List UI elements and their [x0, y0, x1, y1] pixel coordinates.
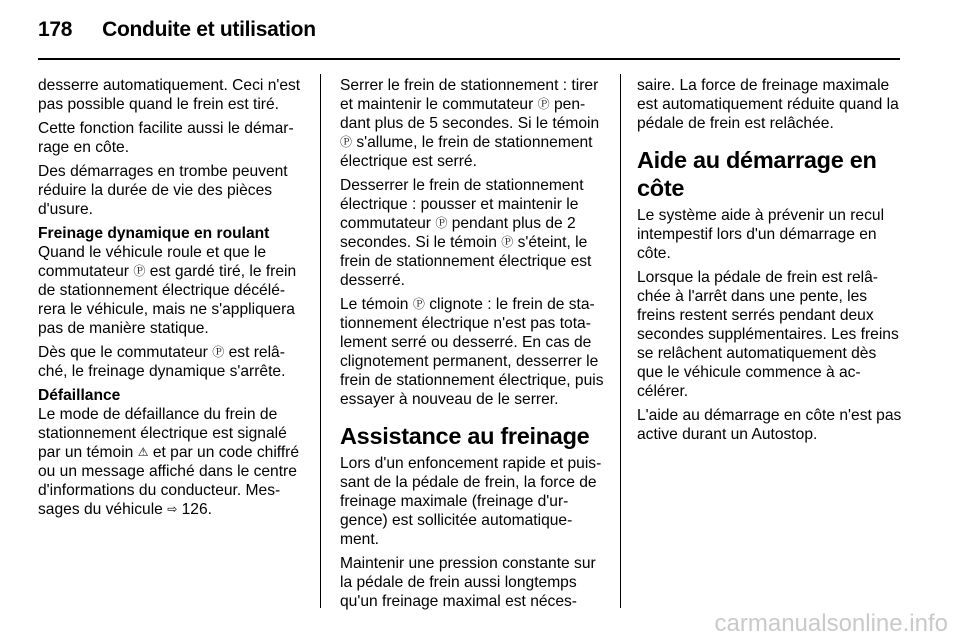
paragraph: Lors d'un enfoncement rapide et puis-sant de la pédale de frein, la force de freinage maximale (freinage d'ur-gence) est sollicitée automatique-ment. — [340, 455, 602, 548]
paragraph: Le mode de défaillance du frein de stationnement électrique est signalé par un témoin ⚠ et par un code chiffré ou un message affiché dans le centre d'informations du conducteur. Mes-sages du véhicule ⇨ 126. — [38, 406, 300, 518]
parking-brake-icon: Ⓟ — [501, 235, 514, 249]
paragraph: Dès que le commutateur Ⓟ est relâ-ché, le freinage dynamique s'arrête. — [38, 344, 286, 380]
parking-brake-icon: Ⓟ — [412, 297, 425, 311]
heading-hill-start-assist: Aide au démarrage en côte — [637, 147, 877, 201]
paragraph: saire. La force de freinage maximale est automatiquement réduite quand la pédale de frein est relâchée. — [637, 77, 899, 132]
parking-brake-icon: Ⓟ — [537, 97, 550, 111]
paragraph: Le système aide à prévenir un recul intempestif lors d'un démarrage en côte. — [637, 207, 885, 262]
section-title: Conduite et utilisation — [102, 18, 316, 41]
paragraph: Des démarrages en trombe peuvent réduire la durée de vie des pièces d'usure. — [38, 163, 288, 218]
paragraph: Le témoin Ⓟ clignote : le frein de sta-tionnement électrique n'est pas tota-lement serré ou desserré. En cas de clignotement permanent, desserrer le frein de stationnement électrique, puis essayer à nouveau de le serrer. — [340, 296, 604, 408]
paragraph: desserre automatiquement. Ceci n'est pas possible quand le frein est tiré. — [38, 77, 301, 113]
column-1 — [38, 76, 308, 524]
column-divider-2 — [620, 74, 621, 608]
header-rule — [38, 58, 900, 60]
parking-brake-icon: Ⓟ — [340, 135, 353, 149]
column-divider-1 — [320, 74, 321, 608]
paragraph: L'aide au démarrage en côte n'est pas active durant un Autostop. — [637, 407, 902, 443]
page-header — [38, 18, 316, 48]
parking-brake-icon: Ⓟ — [212, 345, 225, 359]
subheading-dynamic-braking: Freinage dynamique en roulant — [38, 225, 270, 242]
paragraph: Serrer le frein de stationnement : tirer et maintenir le commutateur Ⓟ pen-dant plus de 5 secondes. Si le témoin Ⓟ s'allume, le frein de stationnement électrique est serré. — [340, 77, 600, 170]
paragraph: Lorsque la pédale de frein est relâ-chée à l'arrêt dans une pente, les freins restent serrés pendant deux secondes supplémentaires. Les freins se relâchent automatiquement dès que le véhicule commence à ac-célérer. — [637, 269, 899, 400]
parking-brake-icon: Ⓟ — [133, 264, 146, 278]
subheading-fault: Défaillance — [38, 387, 121, 404]
paragraph: Cette fonction facilite aussi le démar-rage en côte. — [38, 120, 294, 156]
warning-icon: ⚠ — [137, 445, 149, 459]
heading-brake-assist: Assistance au freinage — [340, 423, 590, 449]
reference-arrow-icon: ⇨ — [167, 502, 178, 516]
column-3 — [637, 76, 905, 449]
paragraph: Quand le véhicule roule et que le commutateur Ⓟ est gardé tiré, le frein de stationnement électrique décélé-rera le véhicule, mais ne s'appliquera pas de manière statique. — [38, 244, 297, 337]
page-number: 178 — [38, 18, 73, 41]
paragraph: Desserrer le frein de stationnement électrique : pousser et maintenir le commutateur Ⓟ pendant plus de 2 secondes. Si le témoin Ⓟ s'éteint, le frein de stationnement électrique est desserré. — [340, 177, 592, 289]
column-2 — [340, 76, 610, 616]
parking-brake-icon: Ⓟ — [435, 216, 448, 230]
paragraph: Maintenir une pression constante sur la pédale de frein aussi longtemps qu'un freinage maximal est néces- — [340, 555, 596, 610]
watermark: carmanualsonline.info — [714, 610, 948, 637]
